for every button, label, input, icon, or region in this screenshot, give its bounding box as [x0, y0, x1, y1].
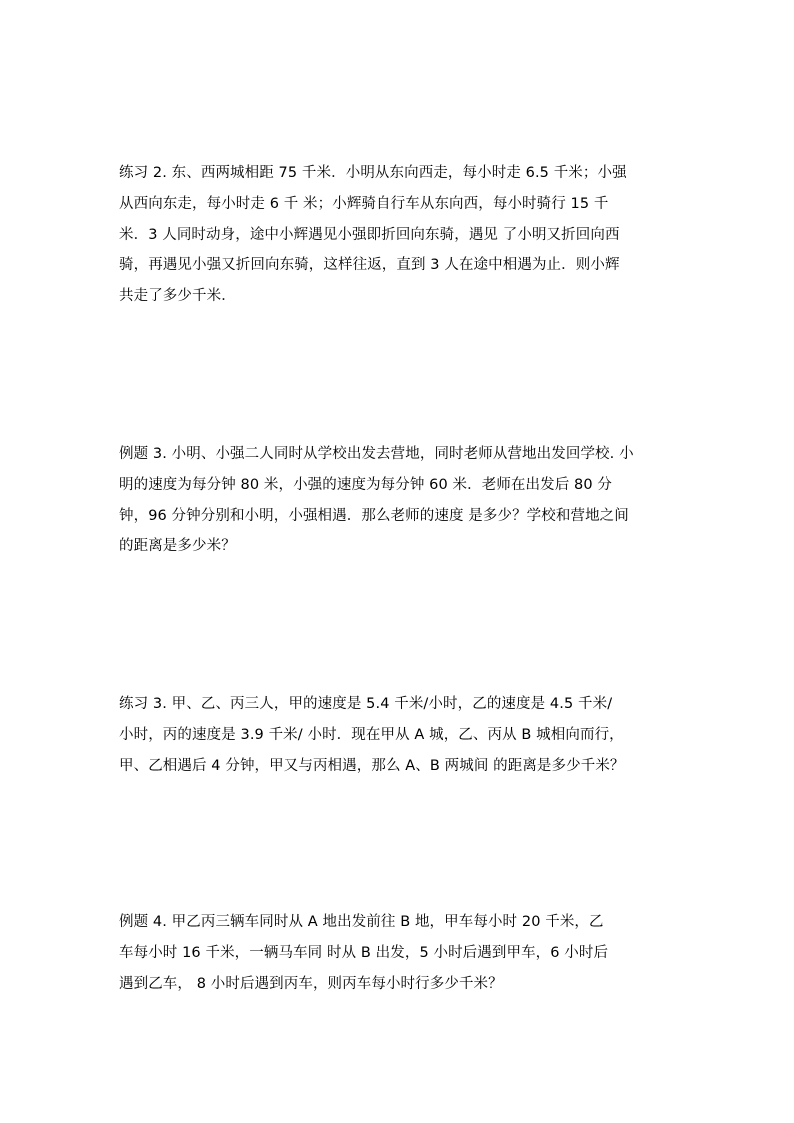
practice-2-paragraph	[119, 158, 679, 312]
text-line: 钟，96 分钟分别和小明，小强相遇．那么老师的速度 是多少？学校和营地之间	[119, 507, 629, 524]
text-line: 米．3 人同时动身，途中小辉遇见小强即折回向东骑，遇见 了小明又折回向西	[119, 226, 620, 243]
text-line: 遇到乙车， 8 小时后遇到丙车，则丙车每小时行多少千米？	[119, 975, 503, 992]
text-line: 共走了多少千米．	[119, 288, 236, 305]
text-line: 车每小时 16 千米，一辆马车同 时从 B 出发，5 小时后遇到甲车，6 小时后	[119, 944, 609, 961]
example-4-paragraph	[119, 907, 679, 999]
text-line: 练习 3. 甲、乙、丙三人，甲的速度是 5.4 千米/小时，乙的速度是 4.5 千米/	[119, 696, 613, 712]
text-line: 从西向东走，每小时走 6 千 米；小辉骑自行车从东向西，每小时骑行 15 千	[119, 195, 609, 212]
text-line: 例题 3. 小明、小强二人同时从学校出发去营地，同时老师从营地出发回学校. 小	[119, 446, 634, 462]
text-line: 甲、乙相遇后 4 分钟，甲又与丙相遇，那么 A、B 两城间 的距离是多少千米？	[119, 757, 625, 774]
example-3-paragraph	[119, 439, 679, 562]
text-line: 练习 2. 东、西两城相距 75 千米．小明从东向西走，每小时走 6.5 千米；小强	[119, 165, 627, 181]
text-line: 明的速度为每分钟 80 米，小强的速度为每分钟 60 米．老师在出发后 80 分	[119, 476, 613, 493]
text-line: 的距离是多少米？	[119, 538, 236, 555]
text-line: 例题 4. 甲乙丙三辆车同时从 A 地出发前往 B 地，甲车每小时 20 千米，乙	[119, 914, 604, 930]
text-line: 骑，再遇见小强又折回向东骑，这样往返，直到 3 人在途中相遇为止．则小辉	[119, 257, 620, 274]
practice-3-paragraph	[119, 689, 679, 781]
text-line: 小时，丙的速度是 3.9 千米/ 小时．现在甲从 A 城，乙、丙从 B 城相向而行，	[119, 726, 624, 743]
